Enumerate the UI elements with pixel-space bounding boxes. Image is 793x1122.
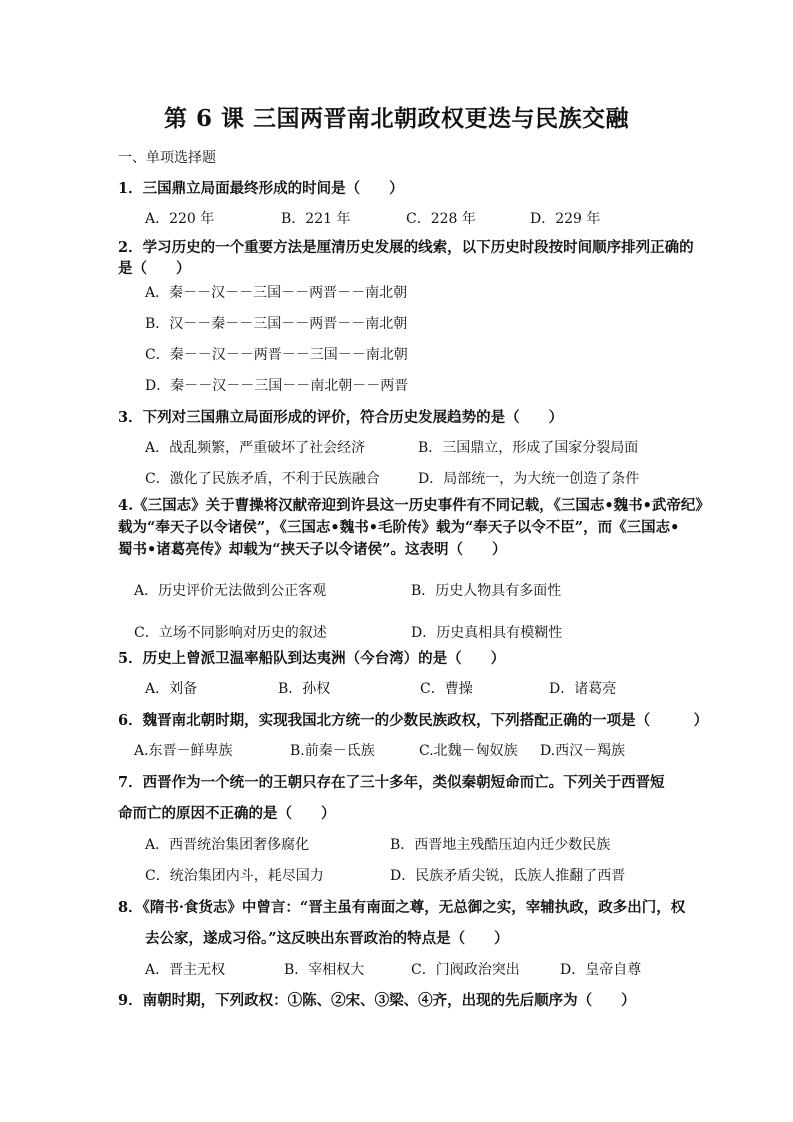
question-6-option-b: B.前秦－氐族 [290,743,375,759]
question-4-stem-line-2: 载为“奉天子以令诸侯”，《三国志•魏书•毛阶传》载为“奉天子以令不臣”，而《三国志• [118,519,680,536]
question-5-option-d: D．诸葛亮 [549,681,617,697]
question-5-option-a: A．刘备 [145,681,198,697]
question-5-stem: 5．历史上曾派卫温率船队到达夷洲（今台湾）的是（ ） [118,650,506,667]
question-4-option-b: B．历史人物具有多面性 [411,583,562,599]
question-1-option-c: C．228 年 [406,211,476,227]
question-7-stem-line-1: 7．西晋作为一个统一的王朝只存在了三十多年，类似秦朝短命而亡。下列关于西晋短 [118,774,665,791]
question-7-stem-line-2: 命而亡的原因不正确的是（ ） [118,805,336,822]
question-2-stem-line-1: 2．学习历史的一个重要方法是厘清历史发展的线索，以下历史时段按时间顺序排列正确的 [118,239,694,256]
question-7-option-a: A．西晋统治集团奢侈腐化 [145,837,310,853]
question-8-option-d: D．皇帝自尊 [560,962,642,978]
question-9-stem: 9．南朝时期，下列政权：①陈、②宋、③梁、④齐，出现的先后顺序为（ ） [118,992,636,1009]
question-8-option-b: B．宰相权大 [284,962,365,978]
question-1-option-b: B．221 年 [281,211,351,227]
question-6-stem: 6．魏晋南北朝时期，实现我国北方统一的少数民族政权，下列搭配正确的一项是（ ） [118,712,709,729]
question-4-stem-line-3: 蜀书•诸葛亮传》却载为“挟天子以令诸侯”。这表明（ ） [118,541,507,558]
question-1-option-d: D．229 年 [530,211,601,227]
question-2-option-d: D．秦－－汉－－三国－－南北朝－－两晋 [145,378,409,394]
question-3-stem: 3．下列对三国鼎立局面形成的评价，符合历史发展趋势的是（ ） [118,409,564,426]
question-8-stem-line-1: 8．《隋书·食货志》中曾言：“晋主虽有南面之尊，无总御之实，宰辅执政，政多出门，权 [118,899,686,916]
question-6-option-a: A.东晋－鲜卑族 [134,743,233,759]
question-2-stem-line-2: 是（ ） [118,260,191,277]
question-2-option-b: B．汉－－秦－－三国－－两晋－－南北朝 [145,316,408,332]
question-6-option-c: C.北魏－匈奴族 [419,743,518,759]
question-5-option-b: B．孙权 [278,681,331,697]
question-5-option-c: C．曹操 [420,681,473,697]
question-3-option-c: C．激化了民族矛盾，不利于民族融合 [145,471,380,487]
question-4-option-c: C．立场不同影响对历史的叙述 [134,625,327,641]
question-8-stem-line-2: 去公家，遂成习俗。”这反映出东晋政治的特点是（ ） [145,930,509,947]
question-2-option-c: C．秦－－汉－－两晋－－三国－－南北朝 [145,347,408,363]
question-4-option-d: D．历史真相具有模糊性 [411,625,563,641]
section-heading: 一、单项选择题 [118,150,216,166]
question-3-option-a: A．战乱频繁，严重破坏了社会经济 [145,440,366,456]
question-2-option-a: A．秦－－汉－－三国－－两晋－－南北朝 [145,285,408,301]
question-7-option-b: B．西晋地主残酷压迫内迁少数民族 [390,837,611,853]
question-6-option-d: D.西汉－羯族 [540,743,626,759]
question-8-option-c: C．门阀政治突出 [411,962,520,978]
question-3-option-d: D．局部统一，为大统一创造了条件 [418,471,640,487]
question-3-option-b: B．三国鼎立，形成了国家分裂局面 [418,440,639,456]
question-8-option-a: A．晋主无权 [145,962,226,978]
page-title: 第 6 课 三国两晋南北朝政权更迭与民族交融 [163,105,630,132]
question-1-option-a: A．220 年 [145,211,215,227]
question-4-stem-line-1: 4.《三国志》关于曹操将汉献帝迎到许县这一历史事件有不同记载，《三国志•魏书•武帝纪》 [118,497,710,514]
question-7-option-d: D．民族矛盾尖锐，氐族人推翻了西晋 [390,868,626,884]
question-7-option-c: C．统治集团内斗，耗尽国力 [145,868,324,884]
question-4-option-a: A．历史评价无法做到公正客观 [134,583,327,599]
question-1-stem: 1．三国鼎立局面最终形成的时间是（ ） [118,180,404,197]
